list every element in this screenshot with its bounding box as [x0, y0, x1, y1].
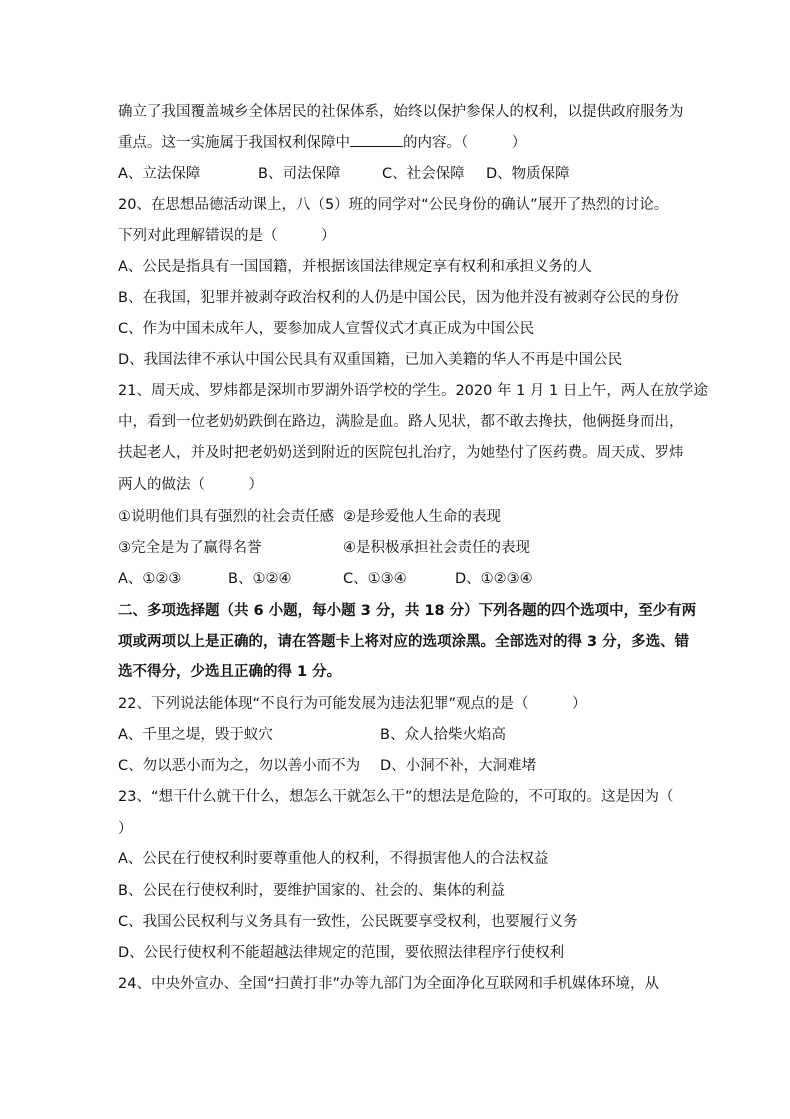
item-1: ①说明他们具有强烈的社会责任感: [118, 509, 334, 525]
q21-text: 扶起老人，并及时把老奶奶送到附近的医院包扎治疗，为她垫付了医药费。周天成、罗炜: [118, 445, 684, 461]
q23-text: ）: [118, 821, 133, 837]
q19-text: 确立了我国覆盖城乡全体居民的社保体系，始终以保护参保人的权利，以提供政府服务为: [118, 104, 684, 120]
q21-text: 21、周天成、罗炜都是深圳市罗湖外语学校的学生。2020 年 1 月 1 日上午，两人在放学途: [118, 383, 708, 399]
q21-items: [118, 533, 678, 564]
fill-blank: [350, 132, 403, 147]
q20-text: 20、在思想品德活动课上，八（5）班的同学对“公民身份的确认”展开了热烈的讨论。: [118, 197, 669, 213]
item-3: ③完全是为了赢得名誉: [118, 540, 262, 556]
q23-option-a: A、公民在行使权利时要尊重他人的权利，不得损害他人的合法权益: [118, 851, 549, 867]
option-a: A、①②③: [118, 571, 182, 587]
q21-options: [118, 564, 678, 595]
option-b: B、①②④: [228, 571, 292, 587]
q21-text: 中，看到一位老奶奶跌倒在路边，满脸是血。路人见状，都不敢去搀扶，他俩挺身而出，: [118, 414, 684, 430]
section-heading: 二、多项选择题（共 6 小题，每小题 3 分，共 18 分）下列各题的四个选项中，至少有两: [118, 603, 697, 619]
q23-option-d: D、公民行使权利不能超越法律规定的范围，要依照法律程序行使权利: [118, 945, 565, 961]
option-d: D、小洞不补，大洞难堵: [380, 758, 537, 774]
section-instructions: 项或两项以上是正确的，请在答题卡上将对应的选项涂黑。全部选对的得 3 分，多选、错: [118, 634, 690, 650]
q23-option-c: C、我国公民权利与义务具有一致性，公民既要享受权利，也要履行义务: [118, 914, 578, 930]
q20-option-a: A、公民是指具有一国国籍，并根据该国法律规定享有权利和承担义务的人: [118, 259, 592, 275]
q19-text: [118, 128, 526, 159]
option-b: B、司法保障: [258, 166, 341, 182]
q20-option-b: B、在我国，犯罪并被剥夺政治权利的人仍是中国公民，因为他并没有被剥夺公民的身份: [118, 290, 679, 306]
q22-options: [118, 720, 678, 751]
q20-option-d: D、我国法律不承认中国公民具有双重国籍，已加入美籍的华人不再是中国公民: [118, 352, 623, 368]
option-d: D、物质保障: [486, 166, 570, 182]
option-d: D、①②③④: [455, 571, 533, 587]
q19-options: [118, 159, 678, 190]
option-c: C、①③④: [343, 571, 407, 587]
option-a: A、千里之堤，毁于蚁穴: [118, 727, 273, 743]
q19-text-b: 的内容。（ ）: [403, 135, 527, 151]
q20-text: 下列对此理解错误的是（ ）: [118, 228, 336, 244]
option-b: B、众人拾柴火焰高: [380, 727, 506, 743]
option-c: C、勿以恶小而为之，勿以善小而不为: [118, 758, 361, 774]
section-instructions: 选不得分，少选且正确的得 1 分。: [118, 664, 342, 680]
option-a: A、立法保障: [118, 166, 201, 182]
q24-text: 24、中央外宣办、全国“扫黄打非”办等九部门为全面净化互联网和手机媒体环境，从: [118, 976, 659, 992]
q21-items: [118, 502, 678, 533]
q23-text: 23、“想干什么就干什么，想怎么干就怎么干”的想法是危险的，不可取的。这是因为（: [118, 789, 674, 805]
q22-options: [118, 751, 678, 782]
item-2: ②是珍爱他人生命的表现: [343, 509, 501, 525]
item-4: ④是积极承担社会责任的表现: [343, 540, 530, 556]
q22-text: 22、下列说法能体现“不良行为可能发展为违法犯罪”观点的是（ ）: [118, 696, 587, 712]
q19-text-a: 重点。这一实施属于我国权利保障中: [118, 135, 350, 151]
q23-option-b: B、公民在行使权利时，要维护国家的、社会的、集体的利益: [118, 883, 505, 899]
q21-text: 两人的做法（ ）: [118, 477, 263, 493]
q20-option-c: C、作为中国未成年人，要参加成人宣誓仪式才真正成为中国公民: [118, 321, 535, 337]
option-c: C、社会保障: [382, 166, 465, 182]
